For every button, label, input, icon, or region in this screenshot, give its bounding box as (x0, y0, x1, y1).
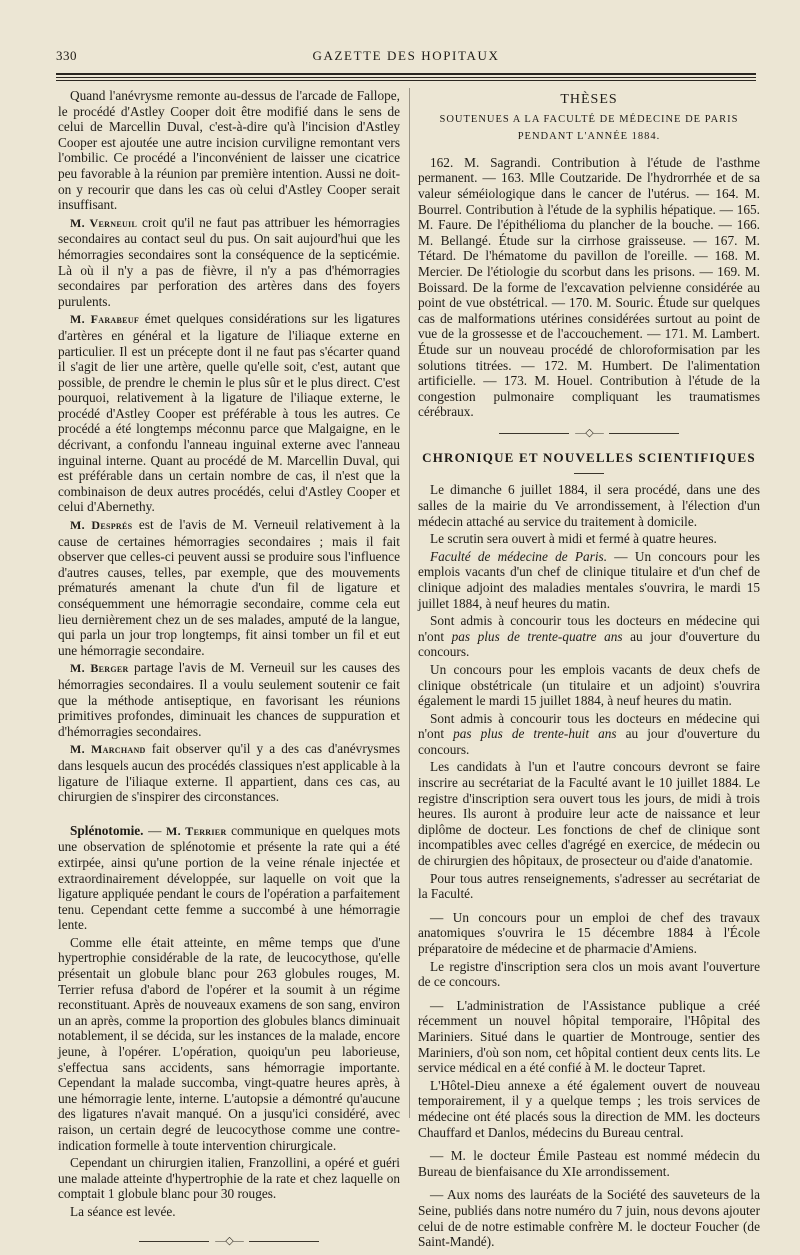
ornament-divider: —◇— (418, 426, 760, 442)
paragraph: Quand l'anévrysme remonte au-dessus de l'arcade de Fallope, le procédé d'Astley Cooper doit être modifié dans le sens de celui de Marcellin Duval, c'est-à-dire qu'à l'incision d'Astley Cooper est ajoutée une autre incision curviligne remontant vers l'ombilic. Ce procédé a l'inconvénient de laisser une cicatrice peu favorable à la réunion par première intention. Aussi ne doit-on y recourir que dans les cas où celui d'Astley Cooper serait insuffisant. (58, 88, 400, 213)
paragraph: — M. le docteur Émile Pasteau est nommé médecin du Bureau de bienfaisance du XIe arrondissement. (418, 1148, 760, 1179)
paragraph: M. Marchand fait observer qu'il y a des cas d'anévrysmes dans lesquels aucun des procédés classiques n'est applicable à la ligature de l'iliaque externe. Il appartient, dans ces cas, au chirurgien de s'inspirer des circonstances. (58, 741, 400, 805)
paragraph: Le dimanche 6 juillet 1884, il sera procédé, dans une des salles de la mairie du Ve arrondissement, à l'élection d'un médecin attaché au service du traitement à domicile. (418, 482, 760, 529)
chronicle-heading: CHRONIQUE ET NOUVELLES SCIENTIFIQUES (422, 449, 756, 465)
paragraph: — Aux noms des lauréats de la Société des sauveteurs de la Seine, publiés dans notre numéro du 7 juin, nous devons ajouter celui de de notre estimable confrère M. le docteur Foucher (de Saint-Mandé). (418, 1187, 760, 1250)
speaker-name: M. Després (70, 518, 133, 533)
paragraph: M. Farabeuf émet quelques considérations sur les ligatures d'artères en général et la ligature de l'iliaque externe en particulier. Il est un précepte dont il ne faut pas s'écarter quand il s'agit de lier une artère, quelle qu'elle soit, c'est, autant que possible, de prendre le chemin le plus sûr et le plus direct. C'est pourquoi, relativement à la ligature de l'iliaque externe, le procédé d'Astley Cooper est préférable à tous les autres. Ce procédé a été longtemps méconnu parce que Malgaigne, en le décrivant, a confondu l'anneau inguinal externe avec l'anneau inguinal interne. Quant au procédé de M. Marcellin Duval, qui est préférable dans un certain nombre de cas, il n'est que la combinaison de deux autres procédés, celui d'Astley Cooper et celui d'Abernethy. (58, 311, 401, 515)
paragraph: — Un concours pour un emploi de chef des travaux anatomiques s'ouvrira le 15 décembre 1884 à l'École préparatoire de médecine et de pharmacie d'Amiens. (418, 909, 760, 957)
speaker-name: M. Verneuil (70, 215, 138, 230)
ornament-divider: —◇— (58, 1234, 400, 1250)
paragraph: Cependant un chirurgien italien, Franzollini, a opéré et guéri une malade atteinte d'hypertrophie de la rate et chez laquelle on comptait 1 globule blanc pour 30 rouges. (58, 1155, 400, 1202)
theses-subheading: PENDANT L'ANNÉE 1884. (517, 131, 661, 143)
theses-list: 162. M. Sagrandi. Contribution à l'étude de l'asthme permanent. — 163. Mlle Coutzaride. De l'hydrorrhée et de sa valeur séméiologique dans le cancer de l'utérus. — 164. M. Bourrel. Contribution à l'étude de la syphilis hépatique. — 165. M. Faure. De l'épithélioma du plancher de la bouche. — 166. M. Bellangé. Étude sur la cirrhose graisseuse. — 167. M. Tétard. De l'hématome du pavillon de l'oreille. — 168. M. Mercier. De l'étiologie du scorbut dans les prisons. — 169. M. Boissard. De la forme de l'excavation pelvienne considérée au point de vue obstétrical. — 170. M. Souric. Étude sur quelques cas de malformations utérines considérées surtout au point de vue de la grossesse et de l'accouchement. — 171. M. Lambert. Étude sur un nouveau procédé de chloroformisation par les solutions titrées. — 172. M. Humbert. De l'alimentation artificielle. — 173. M. Houel. Contribution à l'étude de la congestion pulmonaire compliquant les traumatismes cérébraux. (418, 154, 760, 420)
paragraph: Les candidats à l'un et l'autre concours devront se faire inscrire au secrétariat de la Faculté avant le 10 juillet 1884. Le registre d'inscription sera ouvert tous les jours, de midi à trois heures. Ils auront à produire leur acte de naissance et leur diplôme de docteur. Les fonctions de chef de clinique sont incompatibles avec celles d'agrégé en exercice, de médecin ou de chirurgien des hôpitaux, de prosecteur ou d'aide d'anatomie. (418, 759, 760, 869)
column-divider (409, 88, 410, 1118)
paragraph: Pour tous autres renseignements, s'adresser au secrétariat de la Faculté. (418, 870, 760, 902)
page-header (56, 48, 756, 70)
paragraph: Faculté de médecine de Paris. — Un concours pour les emplois vacants d'un chef de clinique titulaire et d'un chef de clinique adjoint des maladies mentales s'ouvrira, le mardi 15 juillet 1884, à neuf heures du matin. (418, 548, 760, 611)
header-rule (56, 73, 756, 75)
page-number: 330 (56, 48, 77, 63)
italic-heading: Faculté de médecine de Paris. (430, 548, 608, 564)
left-column (58, 88, 400, 1255)
theses-heading: THÈSES (560, 92, 618, 107)
heading-rule (574, 473, 604, 474)
paragraph: M. Berger partage l'avis de M. Verneuil sur les causes des hémorragies secondaires. Il a voulu seulement soutenir ce fait que la méthode antiseptique, en favorisant les réunions primitives profondes, diminuait les chances de suppuration et d'hémorragies secondaires. (58, 660, 400, 739)
paragraph: Sont admis à concourir tous les docteurs en médecine qui n'ont pas plus de trente-huit ans au jour d'ouverture du concours. (418, 710, 760, 757)
paragraph: Un concours pour les emplois vacants de deux chefs de clinique obstétricale (un titulaire et un adjoint) s'ouvrira également le mardi 15 juillet 1884, à neuf heures du matin. (418, 661, 760, 709)
theses-subheading: SOUTENUES A LA FACULTÉ DE MÉDECINE DE PARIS (439, 113, 739, 125)
paragraph: Splénotomie. — M. Terrier communique en quelques mots une observation de splénotomie et présente la rate qui a été extirpée, ainsi qu'une portion de la veine rénale injectée et extraordinairement développée, sur laquelle on voit que la ligature appliquée pendant le cours de l'opération a parfaitement tenu. Cependant cette femme a succombé à une hémorragie lente. (58, 822, 401, 933)
speaker-name: M. Marchand (70, 742, 146, 757)
paragraph: — L'administration de l'Assistance publique a créé récemment un nouvel hôpital temporaire, l'Hôpital des Mariniers. Situé dans le quartier de Montrouge, sentier des Mariniers, d'où son nom, cet hôpital contient deux cents lits. Le service médical en a été confié à M. le docteur Tapret. (418, 997, 760, 1076)
paragraph: M. Verneuil croit qu'il ne faut pas attribuer les hémorragies secondaires au contact seul du pus. On sait aujourd'hui que les hémorragies secondaires sont la conséquence de la septicémie. Là où il n'y a pas de fièvre, il n'y a pas d'hémorragies secondaires par perforation des artères dans des foyers purulents. (58, 214, 400, 309)
header-rule (56, 80, 756, 81)
speaker-name: M. Terrier (166, 823, 227, 838)
running-title: GAZETTE DES HOPITAUX (312, 48, 500, 63)
speaker-name: M. Berger (70, 661, 129, 676)
paragraph: Le registre d'inscription sera clos un mois avant l'ouverture de ce concours. (418, 958, 760, 990)
speaker-name: M. Farabeuf (70, 312, 140, 327)
header-rule (56, 77, 756, 78)
right-column (418, 88, 760, 1252)
paragraph: L'Hôtel-Dieu annexe a été également ouvert de nouveau temporairement, il y a quelque temps ; les trois services de médecine ont été placés sous la direction de MM. les docteurs Chauffard et Danlos, médecins du Bureau central. (418, 1077, 760, 1140)
section-heading: Splénotomie. (70, 822, 144, 838)
paragraph: La séance est levée. (70, 1203, 176, 1219)
paragraph: Comme elle était atteinte, en même temps que d'une hypertrophie considérable de la rate, de leucocythose, qu'elle présentait un globule blanc pour 263 globules rouges, M. Terrier refusa d'abord de l'opérer et la soumit à un régime reconstituant. Après de nouveaux examens de son sang, environ un an après, comme la proportion des globules blancs diminuait notablement, il se décida, sur les instances de la malade, encore jeune, à l'opérer. L'opération, quoiqu'un peu laborieuse, s'effectua sans accidents, sans hémorragie importante. Cependant la malade succomba, vingt-quatre heures après, à une hémorragie lente, interne. L'autopsie a démontré qu'aucune des ligatures n'avait manqué. On a jusqu'ici considéré, avec raison, un certain degré de leucocythose comme une contre-indication formelle à toute intervention chirurgicale. (58, 934, 400, 1153)
paragraph: Le scrutin sera ouvert à midi et fermé à quatre heures. (430, 531, 717, 547)
paragraph: Sont admis à concourir tous les docteurs en médecine qui n'ont pas plus de trente-quatre ans au jour d'ouverture du concours. (418, 613, 760, 660)
paragraph: M. Després est de l'avis de M. Verneuil relativement à la cause de certaines hémorragies secondaires ; mais il fait observer que celles-ci peuvent aussi se produire sous l'influence d'autres causes, telles, par exemple, que des mouvements prématurés amenant la chute d'un fil de ligature et conséquemment une hémorragie secondaire, comme cela eut lieu dernièrement chez un de ses malades, amputé de la langue, qui parla un jour trop longtemps, fit ainsi tomber un fil et eut une hémorragie secondaire. (58, 517, 400, 658)
